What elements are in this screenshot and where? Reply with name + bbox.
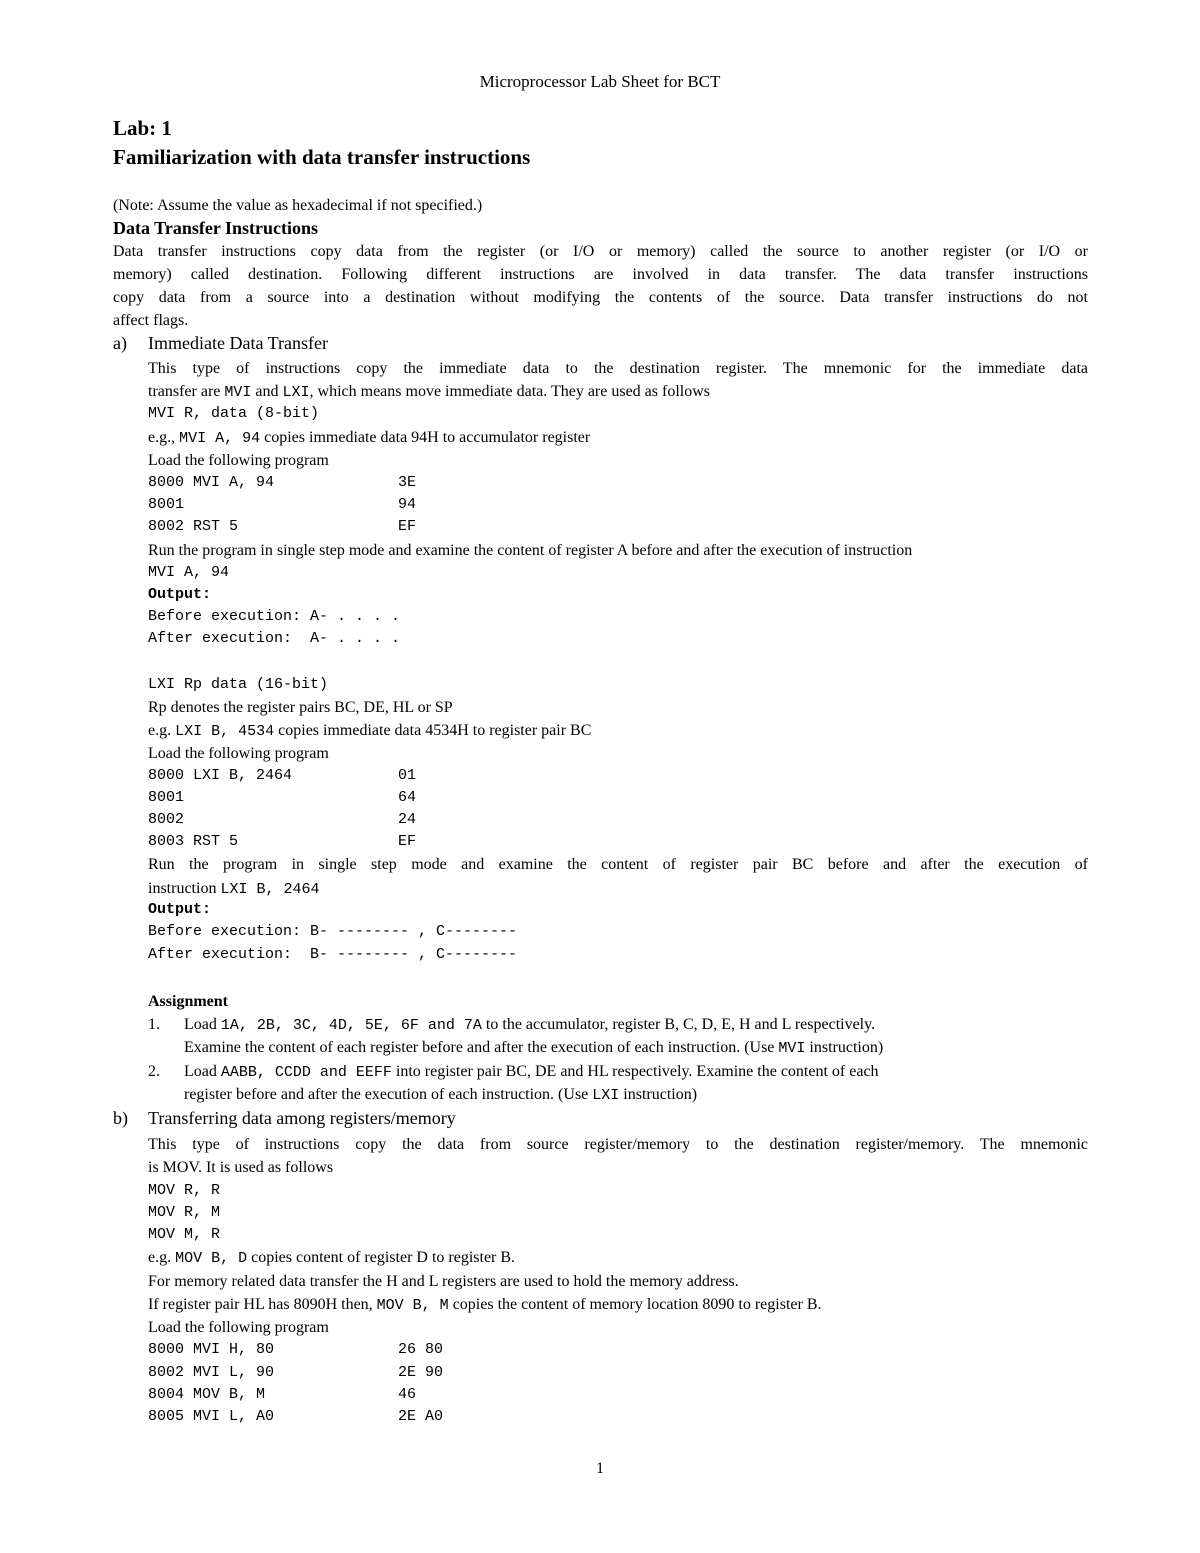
section-b-desc-2: is MOV. It is used as follows [148, 1159, 334, 1176]
section-a-desc-2: transfer are MVI and LXI, which means move immediate data. They are used as follows [148, 383, 711, 401]
assignment-item-2: Load AABB, CCDD and EEFF into register pair BC, DE and HL respectively. Examine the content of each [184, 1063, 879, 1081]
note: (Note: Assume the value as hexadecimal if not specified.) [113, 197, 483, 214]
intro-line-1: Data transfer instructions copy data from the register (or I/O or memory) called the source to another register (or I/O or [113, 243, 1088, 260]
load-program-2: Load the following program [148, 745, 329, 762]
intro-line-3: copy data from a source into a destination without modifying the contents of the source. Data transfer instructions do not [113, 289, 1088, 306]
run-instruction-2b: instruction LXI B, 2464 [148, 880, 320, 898]
section-b-heading: Transferring data among registers/memory [148, 1108, 456, 1128]
rp-description: Rp denotes the register pairs BC, DE, HL or SP [148, 699, 453, 716]
output-after-1: After execution: A- . . . . [148, 630, 401, 647]
output-after-2: After execution: B- -------- , C-------- [148, 946, 518, 963]
section-title: Data Transfer Instructions [113, 218, 319, 238]
mvi-example: e.g., MVI A, 94 copies immediate data 94H to accumulator register [148, 429, 591, 447]
output-before-2: Before execution: B- -------- , C-------- [148, 923, 518, 940]
load-program-1: Load the following program [148, 452, 329, 469]
mov-form: MOV M, R [148, 1226, 221, 1243]
page-header: Microprocessor Lab Sheet for BCT [479, 72, 721, 91]
section-a-label: a) [113, 333, 127, 353]
load-program-3: Load the following program [148, 1319, 329, 1336]
assignment-item-1: Load 1A, 2B, 3C, 4D, 5E, 6F and 7A to the accumulator, register B, C, D, E, H and L respectively. [184, 1016, 876, 1034]
assignment-heading: Assignment [148, 993, 229, 1010]
mov-form: MOV R, M [148, 1204, 221, 1221]
hl-example: If register pair HL has 8090H then, MOV B, M copies the content of memory location 8090 to register B. [148, 1296, 822, 1314]
lab-number: Lab: 1 [113, 116, 172, 140]
assignment-item-1-number: 1. [148, 1016, 160, 1033]
lab-title: Familiarization with data transfer instructions [113, 145, 531, 169]
output-label-2: Output: [148, 901, 212, 918]
program-line: 8005 MVI L, A0 2E A0 [148, 1408, 444, 1425]
program-line: 8000 LXI B, 2464 01 [148, 767, 417, 784]
assignment-item-1-line-2: Examine the content of each register before and after the execution of each instruction. (Use MVI instruction) [184, 1039, 884, 1057]
section-b-desc-1: This type of instructions copy the data from source register/memory to the destination register/memory. The mnemonic [148, 1136, 1088, 1153]
run-instruction-1: Run the program in single step mode and examine the content of register A before and after the execution of instruction [148, 542, 913, 559]
lxi-example: e.g. LXI B, 4534 copies immediate data 4534H to register pair BC [148, 722, 592, 740]
program-line: 8002 24 [148, 811, 417, 828]
output-label-1: Output: [148, 586, 212, 603]
intro-line-2: memory) called destination. Following different instructions are involved in data transfer. The data transfer instructions [113, 266, 1088, 283]
program-line: 8002 RST 5 EF [148, 518, 417, 535]
program-line: 8002 MVI L, 90 2E 90 [148, 1364, 444, 1381]
mov-example: e.g. MOV B, D copies content of register D to register B. [148, 1249, 516, 1267]
program-line: 8001 94 [148, 496, 417, 513]
page-number: 1 [596, 1460, 604, 1477]
section-b-label: b) [113, 1108, 128, 1128]
intro-line-4: affect flags. [113, 312, 189, 329]
lxi-syntax: LXI Rp data (16-bit) [148, 676, 329, 693]
program-line: 8000 MVI H, 80 26 80 [148, 1341, 444, 1358]
mvi-syntax: MVI R, data (8-bit) [148, 405, 320, 422]
section-a-desc-1: This type of instructions copy the immediate data to the destination register. The mnemonic for the immediate data [148, 360, 1088, 377]
program-line: 8004 MOV B, M 46 [148, 1386, 417, 1403]
section-a-heading: Immediate Data Transfer [148, 333, 328, 353]
mov-form: MOV R, R [148, 1182, 221, 1199]
program-line: 8003 RST 5 EF [148, 833, 417, 850]
assignment-item-2-number: 2. [148, 1063, 160, 1080]
program-line: 8001 64 [148, 789, 417, 806]
run-instruction-2: Run the program in single step mode and examine the content of register pair BC before and after the execution of [148, 856, 1088, 873]
assignment-item-2-line-2: register before and after the execution of each instruction. (Use LXI instruction) [184, 1086, 698, 1104]
program-line: 8000 MVI A, 94 3E [148, 474, 417, 491]
run-code-1: MVI A, 94 [148, 564, 230, 581]
output-before-1: Before execution: A- . . . . [148, 608, 401, 625]
memory-note: For memory related data transfer the H and L registers are used to hold the memory address. [148, 1273, 739, 1290]
